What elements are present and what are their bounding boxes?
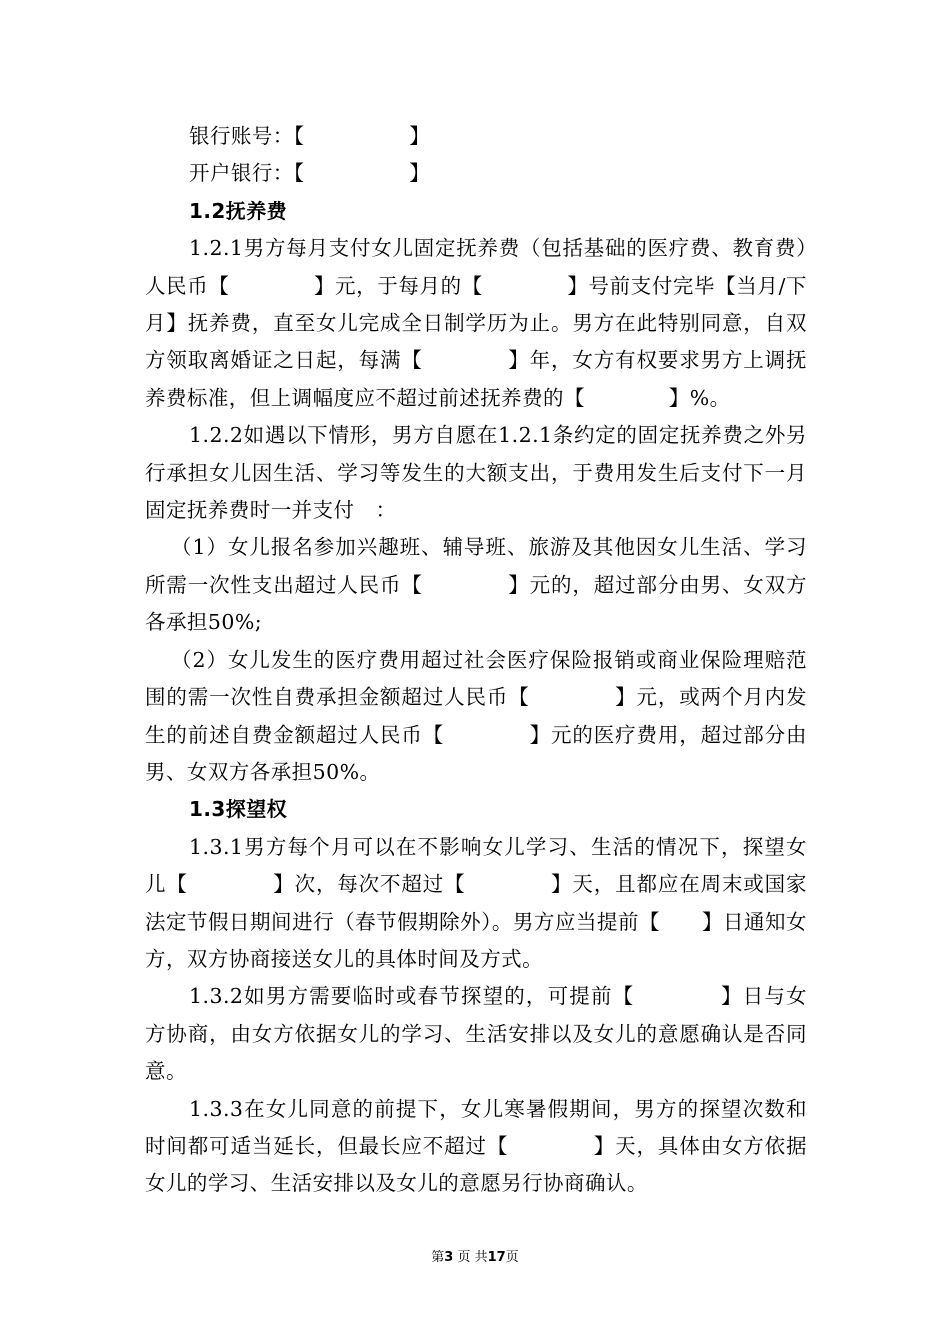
bank-account-line: 银行账号：【 】 — [189, 124, 431, 148]
section-heading-support: 1.2抚养费 — [189, 198, 288, 223]
footer-middle: 页 共 — [457, 1250, 488, 1265]
page-footer — [0, 1246, 950, 1265]
clause-1-2-2-item-2: （2）女儿发生的医疗费用超过社会医疗保险报销或商业保险理赔范围的需一次性自费承担金额超过人民币【 】元，或两个月内发生的前述自费金额超过人民币【 】元的医疗费用，超过部分由男、女双方各承担50%。 — [145, 647, 807, 784]
footer-prefix: 第 — [431, 1250, 445, 1265]
clause-1-3-3: 1.3.3在女儿同意的前提下，女儿寒暑假期间，男方的探望次数和时间都可适当延长，但最长应不超过【 】天，具体由女方依据女儿的学习、生活安排以及女儿的意愿另行协商确认。 — [145, 1096, 807, 1196]
section-heading-visitation: 1.3探望权 — [189, 797, 288, 822]
clause-1-2-2: 1.2.2如遇以下情形，男方自愿在1.2.1条约定的固定抚养费之外另行承担女儿因生活、学习等发生的大额支出，于费用发生后支付下一月固定抚养费时一并支付 ： — [145, 423, 807, 523]
clause-1-2-2-item-1: （1）女儿报名参加兴趣班、辅导班、旅游及其他因女儿生活、学习所需一次性支出超过人民币【 】元的，超过部分由男、女双方各承担50%; — [145, 535, 807, 635]
document-body — [145, 118, 807, 1203]
bank-name-line: 开户银行：【 】 — [189, 161, 431, 186]
footer-suffix: 页 — [505, 1250, 519, 1265]
clause-1-3-1: 1.3.1男方每个月可以在不影响女儿学习、生活的情况下，探望女儿【 】次，每次不超过【 】天，且都应在周末或国家法定节假日期间进行（春节假期除外）。男方应当提前【 】日通知女方，双方协商接送女儿的具体时间及方式。 — [145, 834, 807, 971]
footer-total-pages: 17 — [487, 1250, 506, 1265]
clause-1-2-1: 1.2.1男方每月支付女儿固定抚养费（包括基础的医疗费、教育费）人民币【 】元，于每月的【 】号前支付完毕【当月/下月】抚养费，直至女儿完成全日制学历为止。男方在此特别同意，自双方领取离婚证之日起，每满【 】年，女方有权要求男方上调抚养费标准，但上调幅度应不超过前述抚养费的【 】%。 — [145, 236, 807, 410]
footer-page-number: 3 — [444, 1250, 454, 1265]
clause-1-3-2: 1.3.2如男方需要临时或春节探望的，可提前【 】日与女方协商，由女方依据女儿的学习、生活安排以及女儿的意愿确认是否同意。 — [145, 984, 807, 1084]
